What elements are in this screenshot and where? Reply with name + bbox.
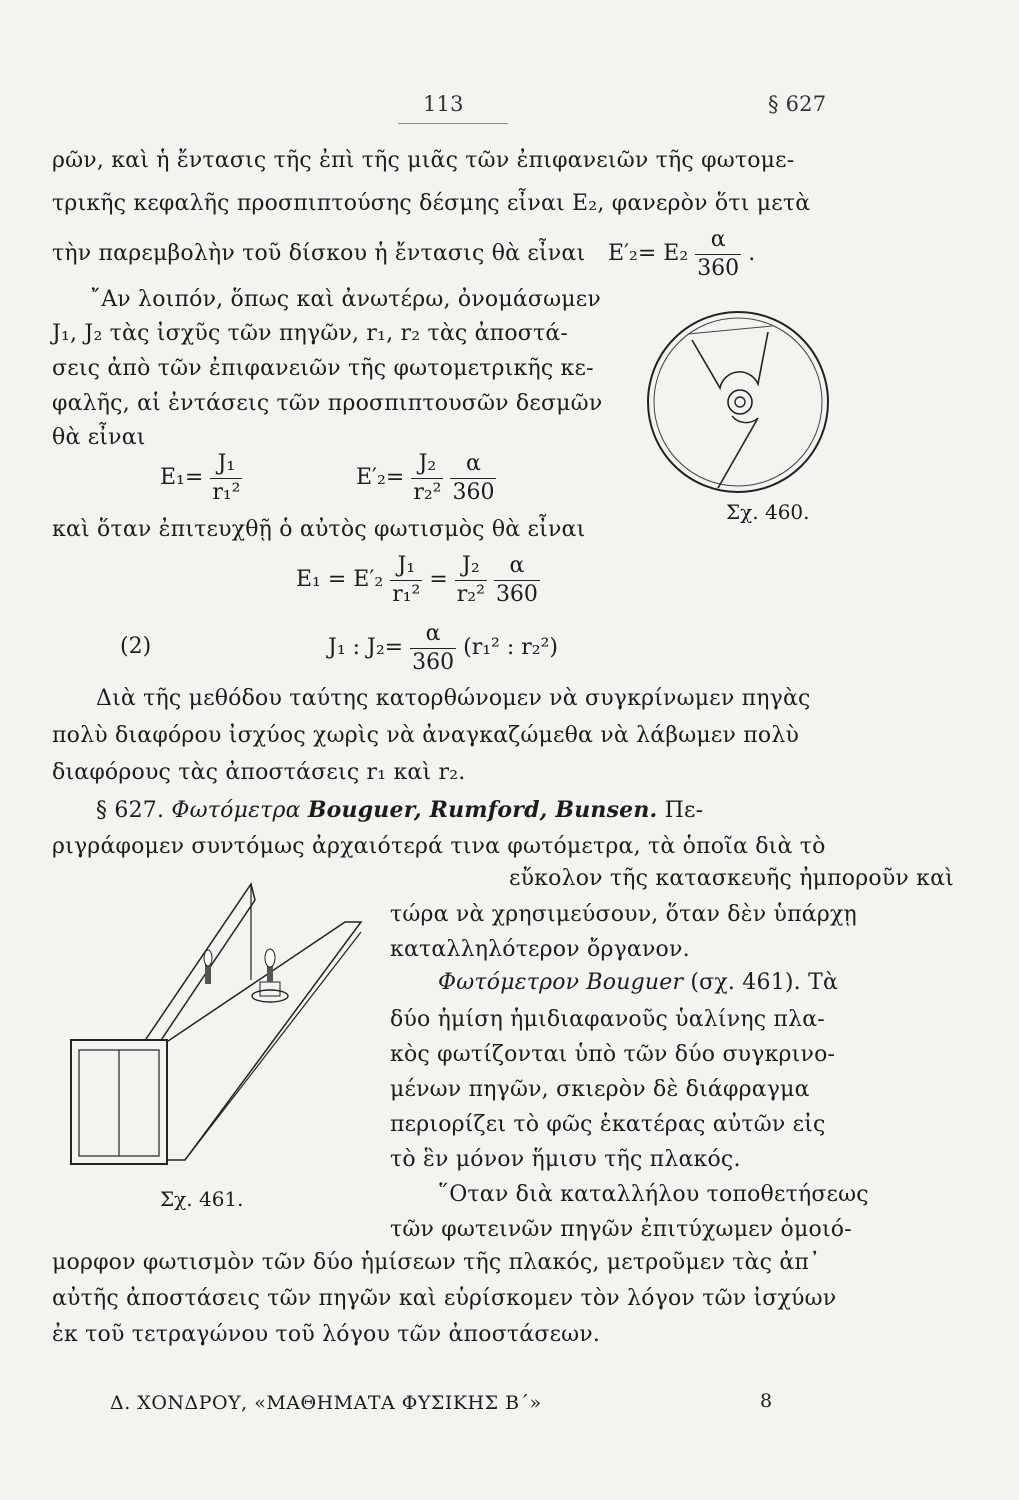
fraction: [695, 226, 741, 282]
text-line: καταλληλότερον ὄργανον.: [390, 937, 690, 962]
page-number: 113: [423, 92, 464, 116]
text-line: κὸς φωτίζονται ὑπὸ τῶν δύο συγκρινο-: [390, 1042, 836, 1067]
section-continuation: Πε-: [664, 798, 704, 823]
eq-sign: =: [429, 567, 448, 592]
bouguer-photometer-figure: [55, 870, 385, 1180]
fraction: [210, 450, 242, 506]
equation-e1: [160, 450, 242, 506]
numerator: α: [450, 450, 496, 479]
denominator: r₁²: [212, 479, 241, 505]
text-line: τώρα νὰ χρησιμεύσουν, ὅταν δὲν ὑπάρχῃ: [390, 902, 857, 927]
text-line: ῎Αν λοιπόν, ὅπως καὶ ἀνωτέρω, ὀνομάσωμεν: [90, 287, 601, 312]
denominator: r₂²: [413, 479, 442, 505]
text-line: περιορίζει τὸ φῶς ἑκατέρας αὐτῶν εἰς: [390, 1112, 826, 1137]
footer-signature: 8: [760, 1390, 773, 1412]
equation-label: (2): [120, 634, 152, 659]
numerator: α: [494, 552, 540, 581]
numerator: J₁: [390, 552, 422, 581]
eq-rhs: (r₁² : r₂²): [463, 635, 558, 660]
numerator: J₂: [455, 552, 487, 581]
denominator: 360: [412, 649, 455, 675]
text-line: πολὺ διαφόρου ἰσχύος χωρὶς νὰ ἀναγκαζώμεθα νὰ λάβωμεν πολὺ: [52, 723, 800, 748]
text-line: ῞Οταν διὰ καταλλήλου τοποθετήσεως: [438, 1182, 869, 1207]
text-line: τῶν φωτεινῶν πηγῶν ἐπιτύχωμεν ὁμοιό-: [390, 1217, 852, 1242]
section-marker: § 627: [768, 92, 827, 116]
eq-lhs: E₁ = E′₂: [296, 567, 384, 592]
footer-title: Δ. ΧΟΝΔΡΟΥ, «ΜΑΘΗΜΑΤΑ ΦΥΣΙΚΗΣ Β΄»: [110, 1392, 542, 1414]
equation-e2-prime: E′₂= E₂ $\frac{\alpha}{360}$ .: [608, 227, 756, 281]
numerator: J₁: [210, 450, 242, 479]
numerator: α: [410, 620, 456, 649]
text-line: μένων πηγῶν, σκιερὸν δὲ διάφραγμα: [390, 1077, 810, 1102]
fraction: [390, 552, 422, 608]
text-line: θὰ εἶναι: [52, 425, 146, 450]
fraction: [411, 450, 443, 506]
section-number: § 627.: [96, 798, 165, 823]
fraction: [410, 620, 456, 676]
text-line: μορφον φωτισμὸν τῶν δύο ἡμίσεων τῆς πλακός, μετροῦμεν τὰς ἀπ᾽: [52, 1250, 821, 1275]
section-title-names: Bouguer, Rumford, Bunsen.: [307, 797, 658, 823]
text-line: ρῶν, καὶ ἡ ἔντασις τῆς ἐπὶ τῆς μιᾶς τῶν ἐπιφανειῶν τῆς φωτομε-: [52, 148, 795, 173]
denominator: r₁²: [392, 581, 421, 607]
section-title-greek: Φωτόμετρα: [171, 798, 301, 823]
text-line: J₁, J₂ τὰς ἰσχῦς τῶν πηγῶν, r₁, r₂ τὰς ἀποστά-: [52, 321, 569, 346]
eq-lhs: E′₂= E₂: [608, 241, 689, 266]
figure-caption: Σχ. 460.: [726, 500, 810, 524]
text-line: δύο ἡμίση ἡμιδιαφανοῦς ὑαλίνης πλα-: [390, 1007, 825, 1032]
text-line: εὔκολον τῆς κατασκευῆς ἠμποροῦν καὶ: [509, 866, 954, 891]
denominator: 360: [495, 581, 538, 607]
text-line: φαλῆς, αἱ ἐντάσεις τῶν προσπιπτουσῶν δεσμῶν: [52, 391, 603, 416]
text-line: ριγράφομεν συντόμως ἀρχαιότερά τινα φωτόμετρα, τὰ ὁποῖα διὰ τὸ: [52, 834, 826, 859]
text-line: τὸ ἓν μόνον ἥμισυ τῆς πλακός.: [390, 1147, 741, 1172]
bouguer-heading: [438, 970, 838, 995]
denominator: 360: [452, 479, 495, 505]
text-line: καὶ ὅταν ἐπιτευχθῇ ὁ αὐτὸς φωτισμὸς θὰ εἶναι: [52, 517, 586, 542]
section-heading: [96, 797, 703, 823]
fraction: [455, 552, 487, 608]
fraction: [494, 552, 540, 608]
header-rule: [398, 123, 508, 124]
text-line: Διὰ τῆς μεθόδου ταύτης κατορθώνομεν νὰ συγκρίνωμεν πηγὰς: [96, 686, 811, 711]
text-line: τὴν παρεμβολὴν τοῦ δίσκου ἡ ἔντασις θὰ εἶναι: [52, 241, 586, 266]
bouguer-ref: (σχ. 461). Τὰ: [690, 970, 838, 995]
denominator: r₂²: [456, 581, 485, 607]
text-line: σεις ἀπὸ τῶν ἐπιφανειῶν τῆς φωτομετρικῆς κε-: [52, 356, 594, 381]
figure-caption: Σχ. 461.: [160, 1187, 244, 1211]
text-line: αὐτῆς ἀποστάσεις τῶν πηγῶν καὶ εὑρίσκομεν τὸν λόγον τῶν ἰσχύων: [52, 1286, 837, 1311]
equation-e2: [356, 450, 496, 506]
equation-equality: [296, 552, 540, 608]
equation-ratio: [328, 620, 558, 676]
fraction: [450, 450, 496, 506]
numerator: α: [695, 226, 741, 255]
denominator: 360: [697, 255, 740, 281]
eq-lhs: E₁=: [160, 465, 204, 490]
bouguer-title: Φωτόμετρον Bouguer: [438, 970, 684, 995]
disc-figure: [640, 290, 840, 520]
eq-lhs: J₁ : J₂=: [328, 635, 404, 660]
numerator: J₂: [411, 450, 443, 479]
text-line: διαφόρους τὰς ἀποστάσεις r₁ καὶ r₂.: [52, 760, 466, 785]
eq-lhs: E′₂=: [356, 465, 405, 490]
text-line: τρικῆς κεφαλῆς προσπιπτούσης δέσμης εἶναι E₂, φανερὸν ὅτι μετὰ: [52, 191, 811, 216]
text-line: ἐκ τοῦ τετραγώνου τοῦ λόγου τῶν ἀποστάσεων.: [52, 1322, 601, 1347]
